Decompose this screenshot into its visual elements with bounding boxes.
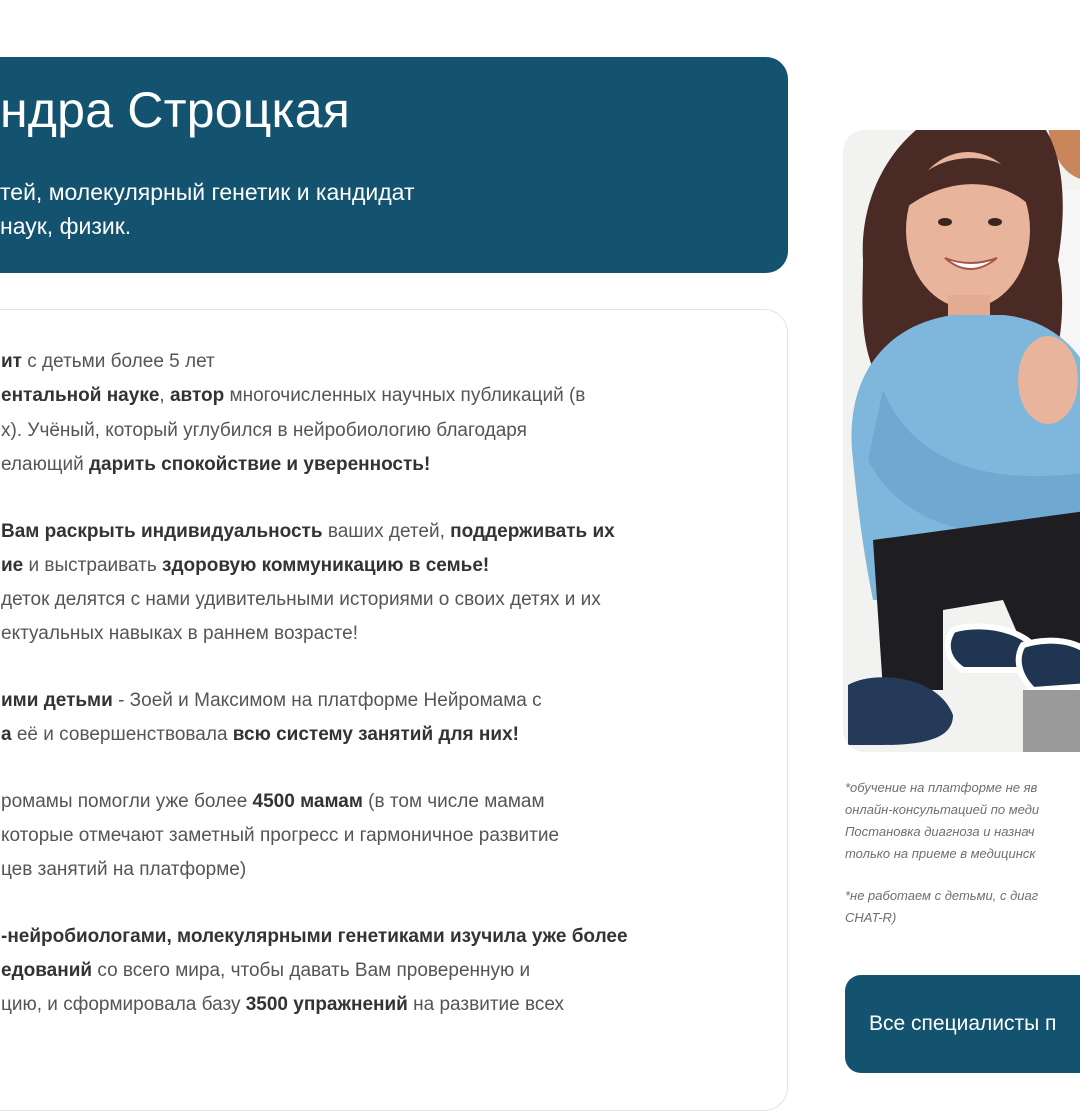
specialist-photo-illustration [843, 130, 1080, 752]
disclaimer-line: *обучение на платформе не яв [845, 780, 1038, 795]
all-specialists-button[interactable]: Все специалисты п [845, 975, 1080, 1073]
bio-line: едований со всего мира, чтобы давать Вам проверенную и [1, 960, 531, 981]
bio-line: ентальной науке, автор многочисленных научных публикаций (в [1, 385, 586, 406]
specialist-name: ндра Строцкая [0, 82, 351, 138]
disclaimer-line: только на приеме в медицинск [845, 846, 1036, 861]
bio-line: ромамы помогли уже более 4500 мамам (в том числе мамам [1, 791, 545, 812]
specialist-bio-card [0, 309, 788, 1111]
specialist-photo [843, 130, 1080, 752]
bio-line: деток делятся с нами удивительными историями о своих детях и их [1, 589, 601, 610]
bio-line: цию, и сформировала базу 3500 упражнений на развитие всех [1, 994, 565, 1015]
disclaimer-line: Постановка диагноза и назнач [845, 824, 1035, 839]
bio-line: ие и выстраивать здоровую коммуникацию в семье! [1, 555, 490, 576]
bio-line: которые отмечают заметный прогресс и гармоничное развитие [1, 825, 560, 846]
disclaimer-line: CHAT-R) [845, 910, 897, 925]
disclaimer-line: онлайн-консультацией по меди [845, 802, 1040, 817]
bio-line: елающий дарить спокойствие и уверенность! [1, 454, 431, 475]
bio-line: -нейробиологами, молекулярными генетиками изучила уже более [1, 926, 628, 947]
bio-line: а её и совершенствовала всю систему занятий для них! [1, 724, 519, 745]
bio-line: ими детьми - Зоей и Максимом на платформе Нейромама с [1, 690, 542, 711]
specialist-title-line2: наук, физик. [0, 213, 132, 239]
bio-line: ектуальных навыках в раннем возрасте! [1, 623, 358, 644]
bio-line: цев занятий на платформе) [1, 859, 247, 880]
specialist-header-card [0, 57, 788, 273]
bio-line: ит с детьми более 5 лет [1, 351, 215, 372]
disclaimer-line: *не работаем с детьми, с диаг [845, 888, 1039, 903]
bio-line: х). Учёный, который углубился в нейробиологию благодаря [1, 420, 527, 441]
specialist-title-line1: тей, молекулярный генетик и кандидат [0, 179, 415, 205]
bio-line: Вам раскрыть индивидуальность ваших детей, поддерживать их [1, 521, 615, 542]
